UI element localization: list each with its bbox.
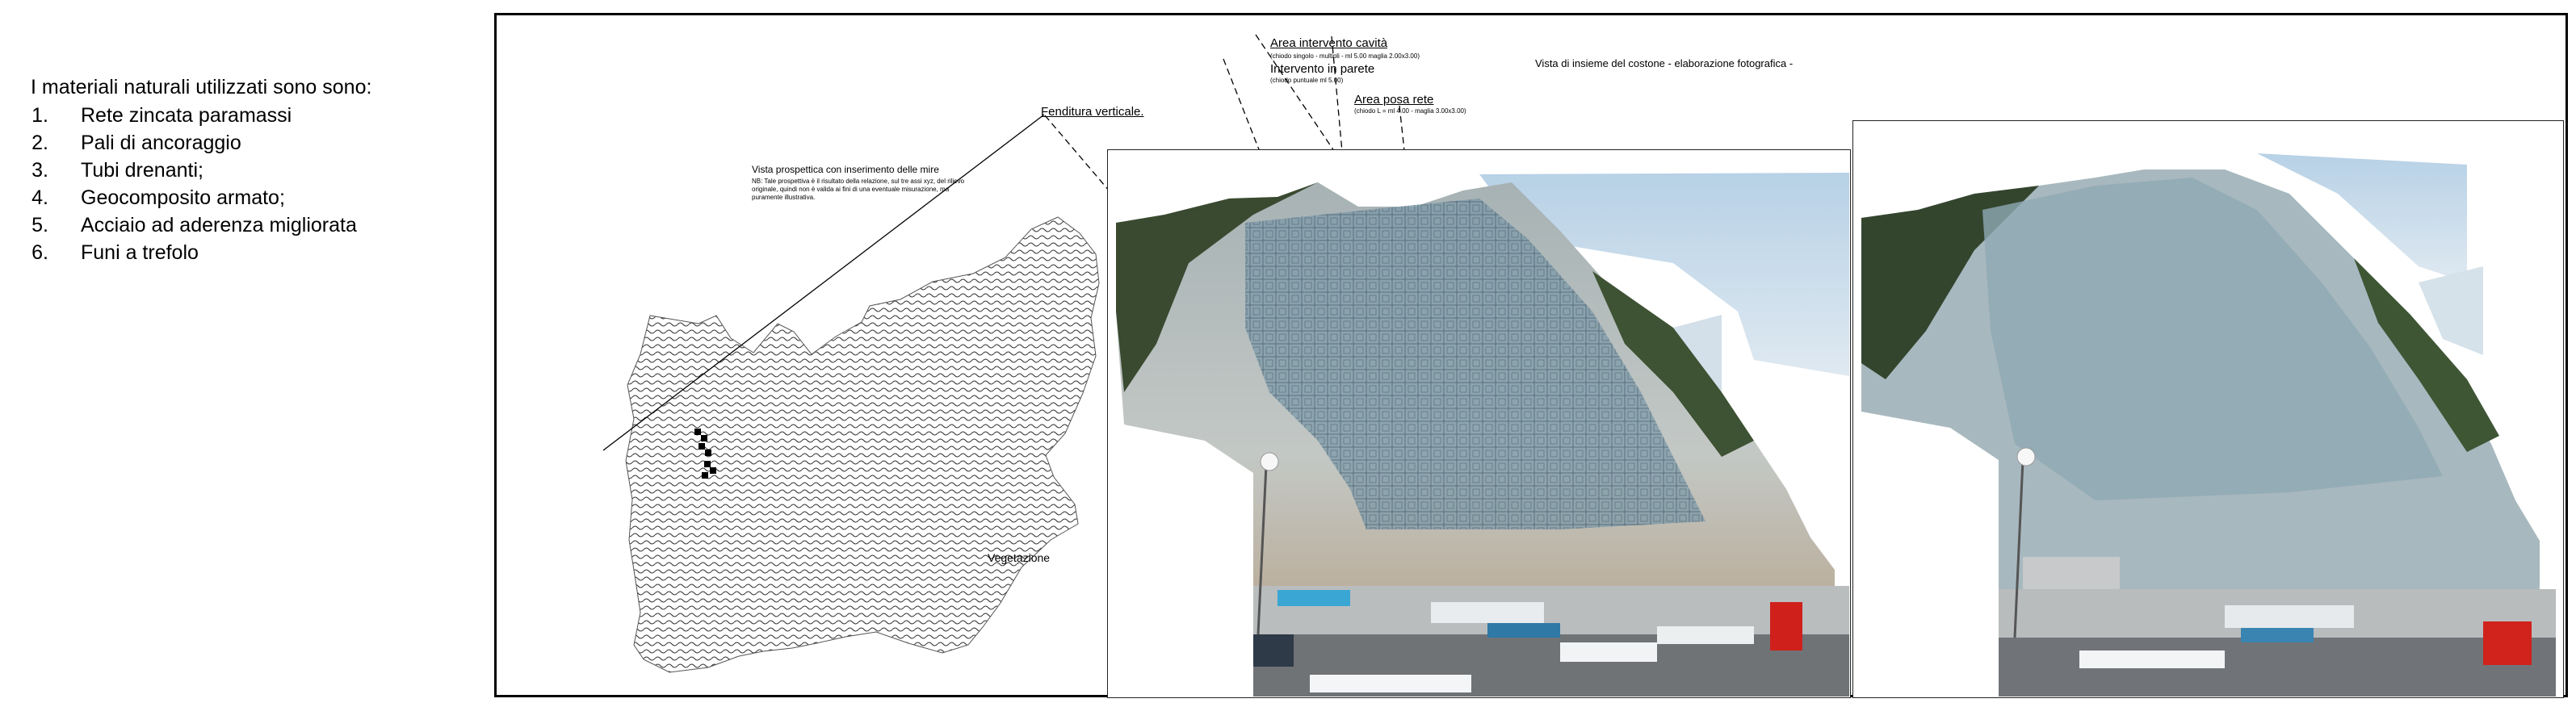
materials-intro: I materiali naturali utilizzati sono sono: [31,76,372,98]
drawing-sheet [494,13,2568,697]
list-item-text: Acciaio ad aderenza migliorata [81,214,357,236]
fenditura-label: Fenditura verticale. [1041,105,1144,119]
list-item [31,157,451,184]
materials-items [31,102,451,266]
contour-plan [626,217,1099,672]
list-item-number: 3. [31,159,48,182]
intervento-parete-title: Intervento in parete [1270,62,1375,76]
list-item-text: Pali di ancoraggio [81,132,241,154]
materials-list [31,74,451,266]
list-item [31,211,451,239]
list-item-number: 4. [31,186,48,209]
list-item [31,239,451,266]
list-item-number: 6. [31,241,48,264]
photo-overview [1852,120,2564,698]
vista-title: Vista prospettica con inserimento delle mire [752,164,939,175]
photo-intervention-image [1108,150,1849,697]
list-item-number: 1. [31,104,48,127]
list-item [31,102,451,129]
area-cavita-title: Area intervento cavità [1270,36,1388,50]
list-item [31,184,451,211]
area-rete-note: (chiodo L = ml 4.00 - maglia 3.00x3.00) [1354,107,1466,115]
area-cavita-note: (chiodo singolo - multipli - ml 5.00 maglia 2.00x3.00) [1270,52,1420,60]
list-item-number: 5. [31,214,48,236]
vegetazione-label: Vegetazione [988,551,1051,564]
overview-title: Vista di insieme del costone - elaborazione fotografica - [1535,57,1794,69]
list-item-text: Tubi drenanti; [81,159,203,182]
photo-overview-image [1853,121,2562,697]
area-rete-title: Area posa rete [1354,93,1434,107]
list-item [31,129,451,157]
list-item-text: Geocomposito armato; [81,186,285,209]
list-item-number: 2. [31,132,48,154]
intervento-parete-note: (chiodo puntuale ml 5.00) [1270,77,1344,84]
list-item-text: Funi a trefolo [81,241,199,264]
photo-intervention [1107,149,1851,698]
vista-note: NB: Tale prospettiva è il risultato della relazione, sul tre assi xyz, del rilievo originale, quindi non è valida ai fini di una eventuale misurazione, ma puramente illustrativa. [752,178,965,201]
list-item-text: Rete zincata paramassi [81,104,292,127]
